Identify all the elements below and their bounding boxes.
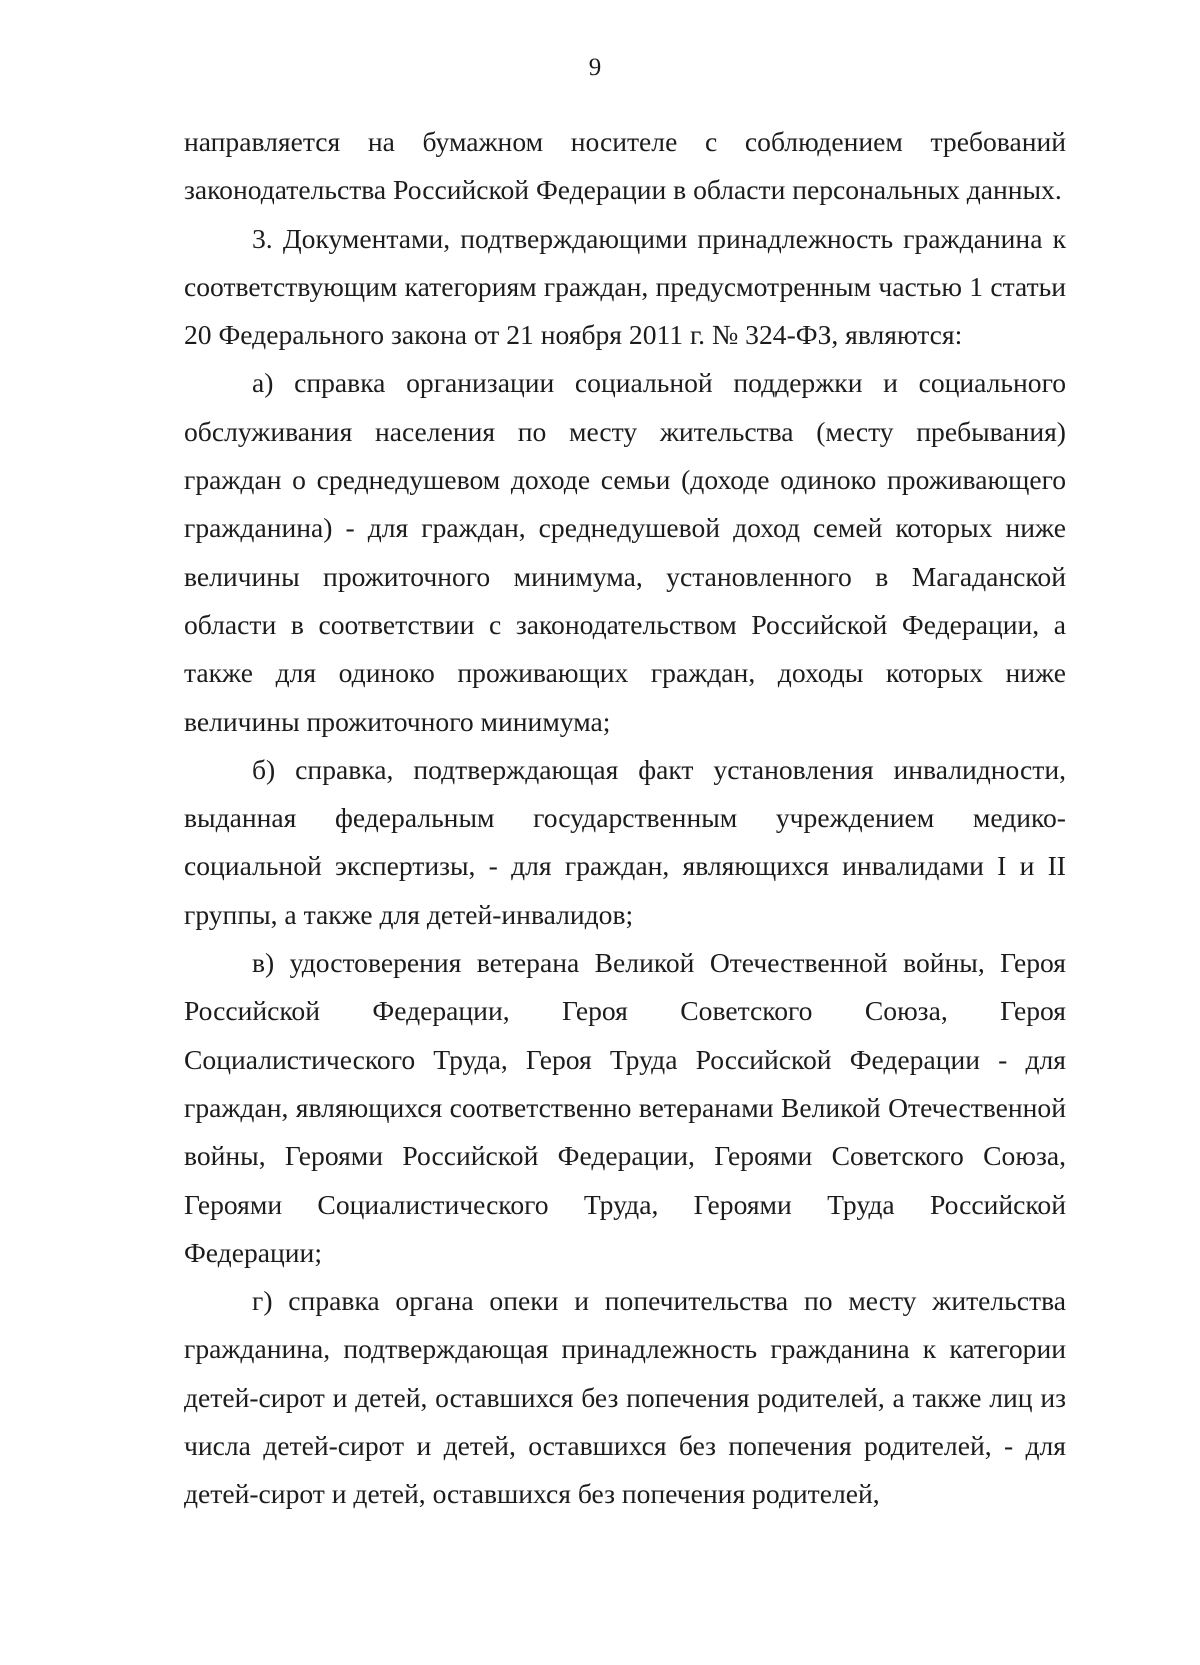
document-body bbox=[184, 118, 1066, 1519]
paragraph-subitem-a: а) справка организации социальной поддержки и социального обслуживания населения по месту жительства (месту пребывания) граждан о среднедушевом доходе семьи (доходе одиноко проживающего гражданина) - для граждан, среднедушевой доход семей которых ниже величины прожиточного минимума, установленного в Магаданской области в соответствии с законодательством Российской Федерации, а также для одиноко проживающих граждан, доходы которых ниже величины прожиточного минимума; bbox=[184, 367, 1066, 737]
paragraph-subitem-b: б) справка, подтверждающая факт установления инвалидности, выданная федеральным государственным учреждением медико-социальной экспертизы, - для граждан, являющихся инвалидами I и II группы, а также для детей-инвалидов; bbox=[184, 753, 1066, 930]
paragraph-subitem-v: в) удостоверения ветерана Великой Отечественной войны, Героя Российской Федерации, Героя Советского Союза, Героя Социалистического Труда, Героя Труда Российской Федерации - для граждан, являющихся соответственно ветеранами Великой Отечественной войны, Героями Российской Федерации, Героями Советского Союза, Героями Социалистического Труда, Героями Труда Российской Федерации; bbox=[184, 947, 1066, 1268]
paragraph-subitem-g: г) справка органа опеки и попечительства по месту жительства гражданина, подтверждающая принадлежность гражданина к категории детей-сирот и детей, оставшихся без попечения родителей, а также лиц из числа детей-сирот и детей, оставшихся без попечения родителей, - для детей-сирот и детей, оставшихся без попечения родителей, bbox=[184, 1285, 1066, 1510]
paragraph-item-3: 3. Документами, подтверждающими принадлежность гражданина к соответствующим категориям граждан, предусмотренным частью 1 статьи 20 Федерального закона от 21 ноября 2011 г. № 324-ФЗ, являются: bbox=[184, 222, 1066, 351]
page-number: 9 bbox=[588, 54, 602, 81]
paragraph-continuation: направляется на бумажном носителе с соблюдением требований законодательства Российской Федерации в области персональных данных. bbox=[184, 126, 1066, 206]
